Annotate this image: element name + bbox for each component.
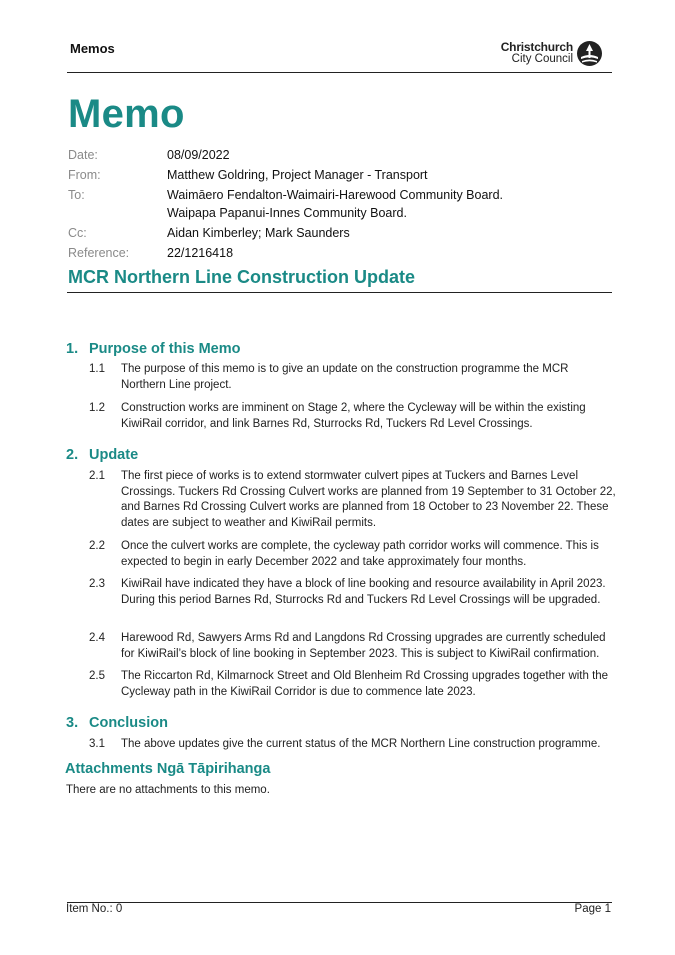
paragraph-text: KiwiRail have indicated they have a block of line booking and resource availability in April 2023. During this period Barnes Rd, Sturrocks Rd and Tuckers Rd Level Crossings will be upgraded.: [121, 578, 606, 606]
section-title: Update: [89, 447, 139, 463]
meta-from-value: Matthew Goldring, Project Manager - Transport: [167, 168, 428, 182]
paragraph-number: 2.3: [89, 578, 105, 590]
meta-reference-label: Reference:: [68, 246, 130, 260]
footer-divider: [67, 902, 612, 903]
attachments-text: There are no attachments to this memo.: [66, 784, 270, 796]
meta-cc-label: Cc:: [68, 226, 87, 240]
header-divider: [67, 72, 612, 73]
attachments-heading: Attachments Ngā Tāpirihanga: [65, 761, 271, 777]
paragraph-text: Harewood Rd, Sawyers Arms Rd and Langdons Rd Crossing upgrades are currently scheduled for KiwiRail’s block of line booking in September 2023. This is subject to KiwiRail confirmation.: [121, 632, 606, 660]
council-logo: [491, 40, 603, 70]
meta-to-label: To:: [68, 188, 85, 202]
meta-date-label: Date:: [68, 148, 98, 162]
meta-from-label: From:: [68, 168, 101, 182]
meta-date-value: 08/09/2022: [167, 148, 230, 162]
subject-divider: [67, 292, 612, 293]
paragraph-text: The Riccarton Rd, Kilmarnock Street and Old Blenheim Rd Crossing upgrades together with the Cycleway path in the KiwiRail Corridor is due to commence late 2023.: [121, 670, 609, 698]
section-title: Conclusion: [89, 715, 168, 731]
meta-reference-value: 22/1216418: [167, 246, 234, 260]
paragraph-text: The above updates give the current status of the MCR Northern Line construction programme.: [121, 738, 601, 750]
meta-to-value: Waimāero Fendalton-Waimairi-Harewood Community Board.: [167, 188, 503, 202]
logo-line-2: City Council: [511, 53, 573, 65]
paragraph-number: 2.4: [89, 632, 105, 644]
paragraph-text: The purpose of this memo is to give an update on the construction programme the MCR Northern Line project.: [121, 363, 569, 391]
section-title: Purpose of this Memo: [89, 341, 241, 357]
memo-subject: MCR Northern Line Construction Update: [68, 267, 415, 287]
paragraph-text: The first piece of works is to extend stormwater culvert pipes at Tuckers and Barnes Level Crossings. Tuckers Rd Crossing Culvert works are planned from 19 September to 31 October 22, and Barnes Rd Crossing Culvert works are planned from 18 October to 23 November 22. These dates are subject to weather and KiwiRail permits.: [121, 470, 616, 530]
council-emblem-icon: [576, 40, 603, 67]
paragraph-text: Construction works are imminent on Stage 2, where the Cycleway will be within the existing KiwiRail corridor, and link Barnes Rd, Sturrocks Rd, Tuckers Rd Level Crossings.: [121, 402, 586, 430]
header-label: Memos: [70, 41, 115, 56]
paragraph-number: 3.1: [89, 738, 105, 750]
meta-to-value-2: Waipapa Papanui-Innes Community Board.: [167, 206, 407, 220]
section-number: 2.: [66, 447, 79, 463]
footer-page-number: Page 1: [574, 903, 611, 915]
paragraph-number: 2.5: [89, 670, 105, 682]
paragraph-number: 2.2: [89, 540, 105, 552]
page-title: Memo: [68, 92, 185, 136]
paragraph-number: 1.1: [89, 363, 105, 375]
footer-item-number: Item No.: 0: [66, 903, 123, 915]
logo-line-1: Christchurch: [500, 40, 573, 54]
section-number: 1.: [66, 341, 79, 357]
section-number: 3.: [66, 715, 79, 731]
paragraph-number: 2.1: [89, 470, 105, 482]
paragraph-number: 1.2: [89, 402, 105, 414]
paragraph-text: Once the culvert works are complete, the cycleway path corridor works will commence. This is expected to begin in early December 2022 and take approximately four months.: [121, 540, 599, 568]
meta-cc-value: Aidan Kimberley; Mark Saunders: [167, 226, 350, 240]
